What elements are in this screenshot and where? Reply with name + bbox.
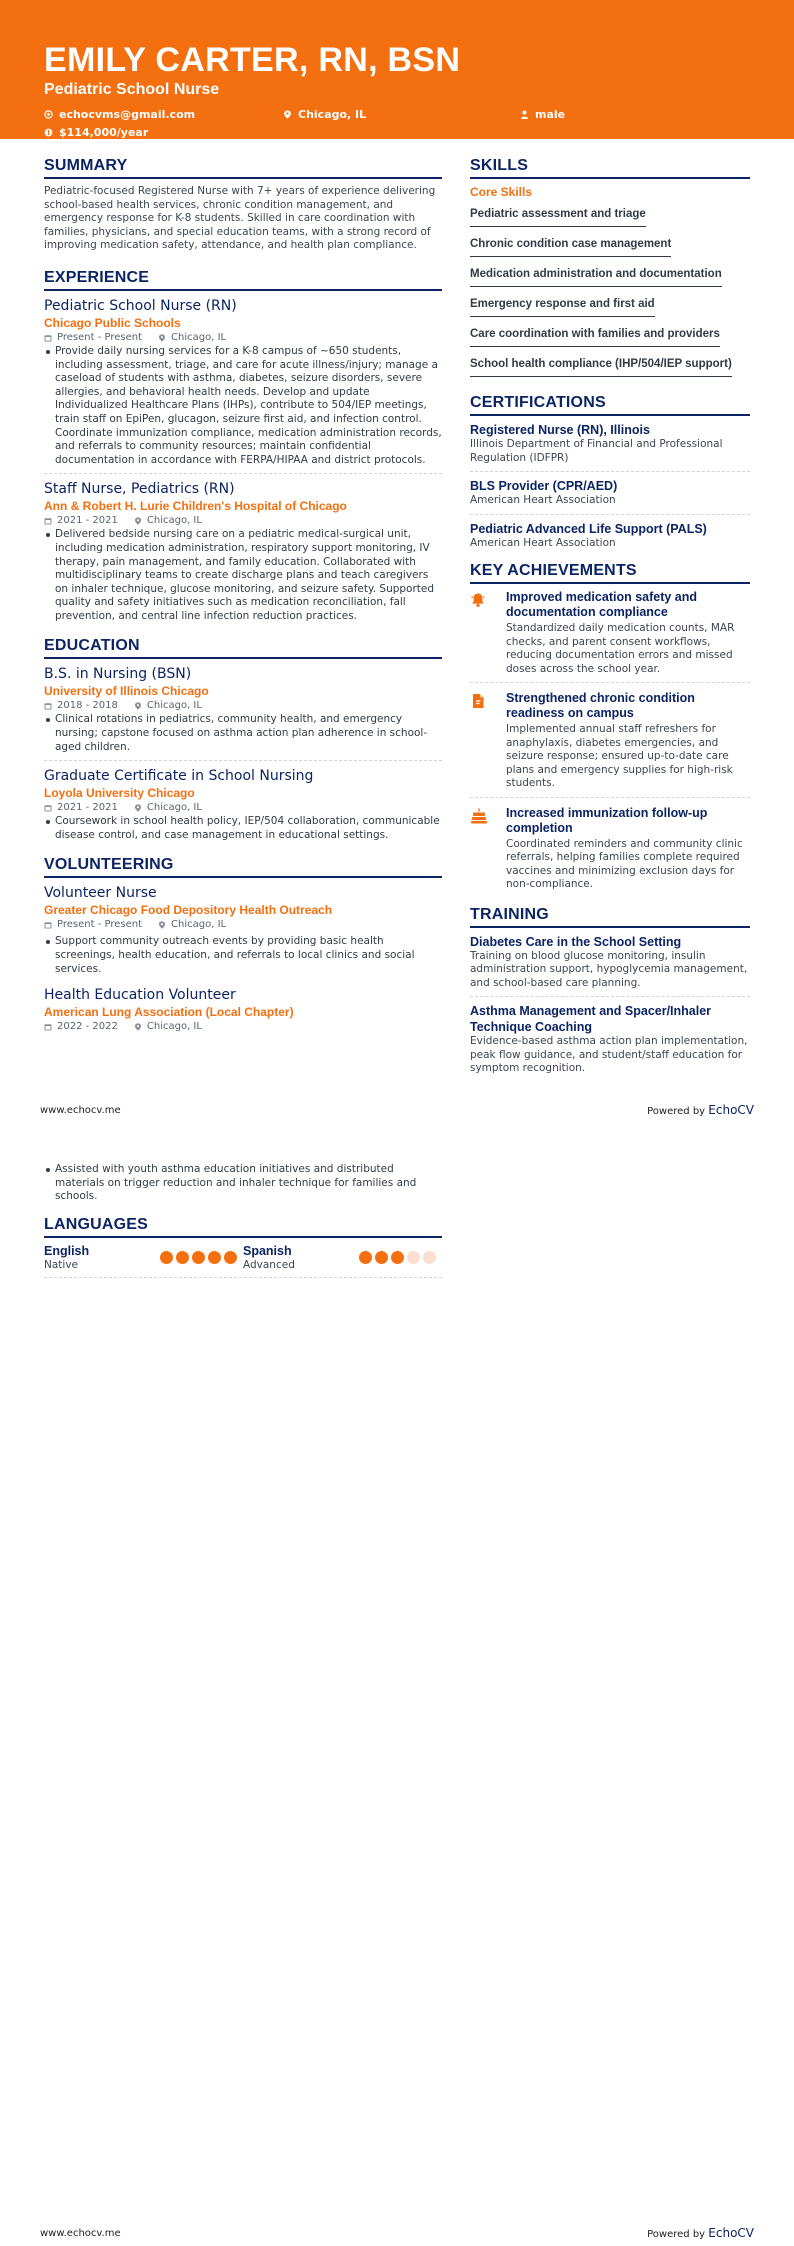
contact-gender <box>520 106 680 122</box>
left-column <box>44 157 442 1046</box>
calendar-icon <box>44 921 52 929</box>
certification-entry <box>470 521 750 557</box>
achievement-icon-wrap <box>470 806 506 892</box>
location-pin-icon <box>158 921 166 929</box>
powered-by-text: Powered by <box>647 2229 706 2240</box>
salary-text: $114,000/year <box>59 125 149 139</box>
skill-item: Emergency response and first aid <box>470 294 655 317</box>
rating-dot <box>192 1251 205 1264</box>
education-meta <box>44 801 442 815</box>
job-location: Chicago, IL <box>146 515 202 527</box>
experience-section <box>44 269 442 630</box>
education-dates: 2018 - 2018 <box>57 700 118 712</box>
achievement-entry <box>470 590 750 683</box>
rating-dot <box>423 1251 436 1264</box>
volunteering-section <box>44 856 442 1040</box>
job-bullets <box>44 345 442 467</box>
language-name: Spanish <box>243 1243 292 1258</box>
job-meta <box>44 331 442 345</box>
job-location: Chicago, IL <box>171 331 227 343</box>
contact-location <box>283 106 520 122</box>
language-item <box>44 1244 243 1272</box>
certification-entry <box>470 478 750 515</box>
degree-title: Graduate Certificate in School Nursing <box>44 768 314 785</box>
experience-heading: EXPERIENCE <box>44 269 442 291</box>
rating-dot <box>407 1251 420 1264</box>
rating-dot <box>160 1251 173 1264</box>
skill-item: Medication administration and documentation <box>470 264 722 287</box>
job-title: Pediatric School Nurse (RN) <box>44 297 237 314</box>
education-entry <box>44 665 442 761</box>
contact-info <box>44 106 750 142</box>
page-2 <box>0 1123 794 2246</box>
achievement-title: Strengthened chronic condition readiness on campus <box>506 691 695 720</box>
training-heading: TRAINING <box>470 906 750 928</box>
training-description: Training on blood glucose monitoring, insulin administration support, hypoglycemia management, and school-based care planning. <box>470 949 748 989</box>
languages-section <box>44 1216 442 1278</box>
at-icon <box>44 110 53 119</box>
contact-salary <box>44 124 148 140</box>
education-meta <box>44 699 442 713</box>
achievement-entry <box>470 806 750 898</box>
volunteer-bullet: Assisted with youth asthma education initiatives and distributed materials on trigger reduction and inhaler technique for families and schools. <box>44 1163 442 1204</box>
achievement-title: Increased immunization follow-up completion <box>506 805 708 835</box>
footer-website[interactable]: www.echocv.me <box>40 1104 121 1116</box>
email-text: echocvms@gmail.com <box>59 107 196 121</box>
calendar-icon <box>44 1023 52 1031</box>
job-bullets <box>44 528 442 623</box>
summary-text: Pediatric-focused Registered Nurse with 7+ years of experience delivering school-based health services, chronic condition management, and emergency response for K-8 students. Skilled in care coordination with families, physicians, and special education teams, with a strong record of improving medication safety, attendance, and health plan compliance. <box>44 185 436 252</box>
calendar-icon <box>44 804 52 812</box>
right-column <box>470 157 750 1088</box>
education-section <box>44 637 442 848</box>
calendar-icon <box>44 702 52 710</box>
achievement-title: Improved medication safety and documentation compliance <box>506 590 698 619</box>
left-column-continued <box>44 1163 442 1278</box>
page-footer <box>40 2226 754 2240</box>
certification-title: BLS Provider (CPR/AED) <box>470 479 618 493</box>
volunteer-title: Health Education Volunteer <box>44 987 236 1004</box>
achievement-description: Implemented annual staff refreshers for anaphylaxis, diabetes emergencies, and seizure response; ensured up-to-date care plans and emergency supplies for high-risk students. <box>506 723 733 789</box>
languages-list <box>44 1244 442 1278</box>
rating-dot <box>375 1251 388 1264</box>
education-location: Chicago, IL <box>146 802 202 814</box>
location-pin-icon <box>158 334 166 342</box>
certification-title: Registered Nurse (RN), Illinois <box>470 423 650 437</box>
location-text: Chicago, IL <box>298 107 367 121</box>
resume-header <box>0 0 794 139</box>
volunteer-dates: Present - Present <box>57 919 143 931</box>
certification-issuer: American Heart Association <box>470 494 616 506</box>
volunteer-location: Chicago, IL <box>171 919 227 931</box>
summary-heading: SUMMARY <box>44 157 442 179</box>
volunteer-meta <box>44 1020 442 1034</box>
achievement-icon-wrap <box>470 590 506 676</box>
language-level: Advanced <box>243 1258 295 1271</box>
location-pin-icon <box>134 702 142 710</box>
page-footer <box>40 1103 754 1117</box>
education-bullets <box>44 713 442 754</box>
school-name: University of Illinois Chicago <box>44 684 209 699</box>
certification-entry <box>470 422 750 472</box>
brand-name: EchoCV <box>708 1103 754 1117</box>
job-meta <box>44 514 442 528</box>
languages-heading: LANGUAGES <box>44 1216 442 1238</box>
achievement-description: Coordinated reminders and community clinic referrals, helping families complete required vaccines and minimizing exclusion days for non-compliance. <box>506 837 743 890</box>
skill-item: School health compliance (IHP/504/IEP support) <box>470 354 732 377</box>
skill-item: Pediatric assessment and triage <box>470 204 646 227</box>
volunteer-bullet: Support community outreach events by providing basic health screenings, health education, and referrals to local clinics and social services. <box>44 935 442 976</box>
achievement-description: Standardized daily medication counts, MAR checks, and parent consent workflows, reducing documentation errors and missed doses across the school year. <box>506 622 735 675</box>
contact-email[interactable] <box>44 106 283 122</box>
job-bullet: Delivered bedside nursing care on a pediatric medical-surgical unit, including medication administration, respiratory support monitoring, IV therapy, pain management, and family education. Collaborated with multidisciplinary teams to create discharge plans and teach caregivers on inhaler technique, glucose monitoring, and seizure safety. Supported quality and safety initiatives such as medication reconciliation, fall prevention, and central line infection reduction practices. <box>44 528 442 623</box>
gender-text: male <box>535 107 566 121</box>
language-rating <box>157 1244 237 1272</box>
rating-dot <box>359 1251 372 1264</box>
location-pin-icon <box>134 517 142 525</box>
location-pin-icon <box>283 110 292 119</box>
certifications-section <box>470 394 750 556</box>
job-title: Staff Nurse, Pediatrics (RN) <box>44 481 235 498</box>
person-icon <box>520 110 529 119</box>
education-bullets <box>44 815 442 842</box>
bell-icon <box>470 592 486 608</box>
job-bullet: Provide daily nursing services for a K-8 campus of ~650 students, including assessment, triage, and care for acute illness/injury; manage a caseload of students with asthma, diabetes, seizure disorders, severe allergies, and behavioral health needs. Develop and update Individualized Healthcare Plans (IHPs), contribute to 504/IEP meetings, train staff on EpiPen, glucagon, seizure first aid, and infection control. Coordinate immunization compliance, medication administration records, and referrals to community resources; maintain confidential documentation in accordance with FERPA/HIPAA and district protocols. <box>44 345 442 467</box>
skills-section <box>470 157 750 382</box>
volunteer-meta <box>44 918 442 932</box>
job-dates: 2021 - 2021 <box>57 515 118 527</box>
degree-title: B.S. in Nursing (BSN) <box>44 666 192 683</box>
language-name: English <box>44 1243 90 1258</box>
training-entry <box>470 934 750 998</box>
candidate-name: EMILY CARTER, RN, BSN <box>44 41 461 79</box>
achievements-heading: KEY ACHIEVEMENTS <box>470 562 750 584</box>
education-dates: 2021 - 2021 <box>57 802 118 814</box>
skills-heading: SKILLS <box>470 157 750 179</box>
education-entry <box>44 767 442 848</box>
language-level: Native <box>44 1258 78 1271</box>
volunteering-heading: VOLUNTEERING <box>44 856 442 878</box>
volunteering-entry <box>44 884 442 982</box>
coin-icon <box>44 128 53 137</box>
certification-title: Pediatric Advanced Life Support (PALS) <box>470 521 707 536</box>
volunteer-org: Greater Chicago Food Depository Health Outreach <box>44 903 333 918</box>
volunteer-org: American Lung Association (Local Chapter) <box>44 1005 294 1020</box>
calendar-icon <box>44 334 52 342</box>
rating-dot <box>208 1251 221 1264</box>
job-dates: Present - Present <box>57 331 143 343</box>
employer: Chicago Public Schools <box>44 315 181 330</box>
rating-dot <box>176 1251 189 1264</box>
achievement-icon-wrap <box>470 691 506 791</box>
skill-item: Chronic condition case management <box>470 234 671 257</box>
cake-icon <box>470 808 488 824</box>
volunteer-location: Chicago, IL <box>146 1021 202 1033</box>
school-name: Loyola University Chicago <box>44 786 195 801</box>
experience-entry <box>44 480 442 629</box>
volunteer-bullets <box>44 935 442 976</box>
calendar-icon <box>44 517 52 525</box>
training-entry <box>470 1003 750 1082</box>
training-title: Asthma Management and Spacer/Inhaler Technique Coaching <box>470 1004 712 1034</box>
volunteer-bullets <box>44 1163 442 1204</box>
experience-entry <box>44 297 442 474</box>
candidate-role: Pediatric School Nurse <box>44 81 220 98</box>
education-heading: EDUCATION <box>44 637 442 659</box>
certification-issuer: Illinois Department of Financial and Professional Regulation (IDFPR) <box>470 438 723 464</box>
language-item <box>243 1244 442 1272</box>
training-section <box>470 906 750 1082</box>
footer-powered <box>647 1103 754 1117</box>
skill-item: Care coordination with families and providers <box>470 324 720 347</box>
location-pin-icon <box>134 804 142 812</box>
volunteer-title: Volunteer Nurse <box>44 885 157 902</box>
achievements-section <box>470 562 750 898</box>
volunteering-entry <box>44 986 442 1040</box>
education-location: Chicago, IL <box>146 700 202 712</box>
location-pin-icon <box>134 1023 142 1031</box>
certifications-heading: CERTIFICATIONS <box>470 394 750 416</box>
certification-issuer: American Heart Association <box>470 536 616 549</box>
rating-dot <box>224 1251 237 1264</box>
rating-dot <box>391 1251 404 1264</box>
education-bullet: Coursework in school health policy, IEP/504 collaboration, communicable disease control, and case management in educational settings. <box>44 815 442 842</box>
language-rating <box>356 1244 436 1272</box>
skills-group-title: Core Skills <box>470 185 533 199</box>
volunteer-dates: 2022 - 2022 <box>57 1021 118 1033</box>
employer: Ann & Robert H. Lurie Children's Hospital of Chicago <box>44 499 347 514</box>
education-bullet: Clinical rotations in pediatrics, community health, and emergency nursing; capstone focused on asthma action plan adherence in school-aged children. <box>44 713 442 754</box>
training-title: Diabetes Care in the School Setting <box>470 934 682 949</box>
footer-powered <box>647 2226 754 2240</box>
powered-by-text: Powered by <box>647 1106 706 1117</box>
training-description: Evidence-based asthma action plan implementation, peak flow guidance, and student/staff education for symptom recognition. <box>470 1035 748 1074</box>
brand-name: EchoCV <box>708 2226 754 2240</box>
achievement-entry <box>470 691 750 798</box>
summary-section <box>44 157 442 253</box>
document-icon <box>470 693 486 709</box>
footer-website[interactable]: www.echocv.me <box>40 2227 121 2239</box>
